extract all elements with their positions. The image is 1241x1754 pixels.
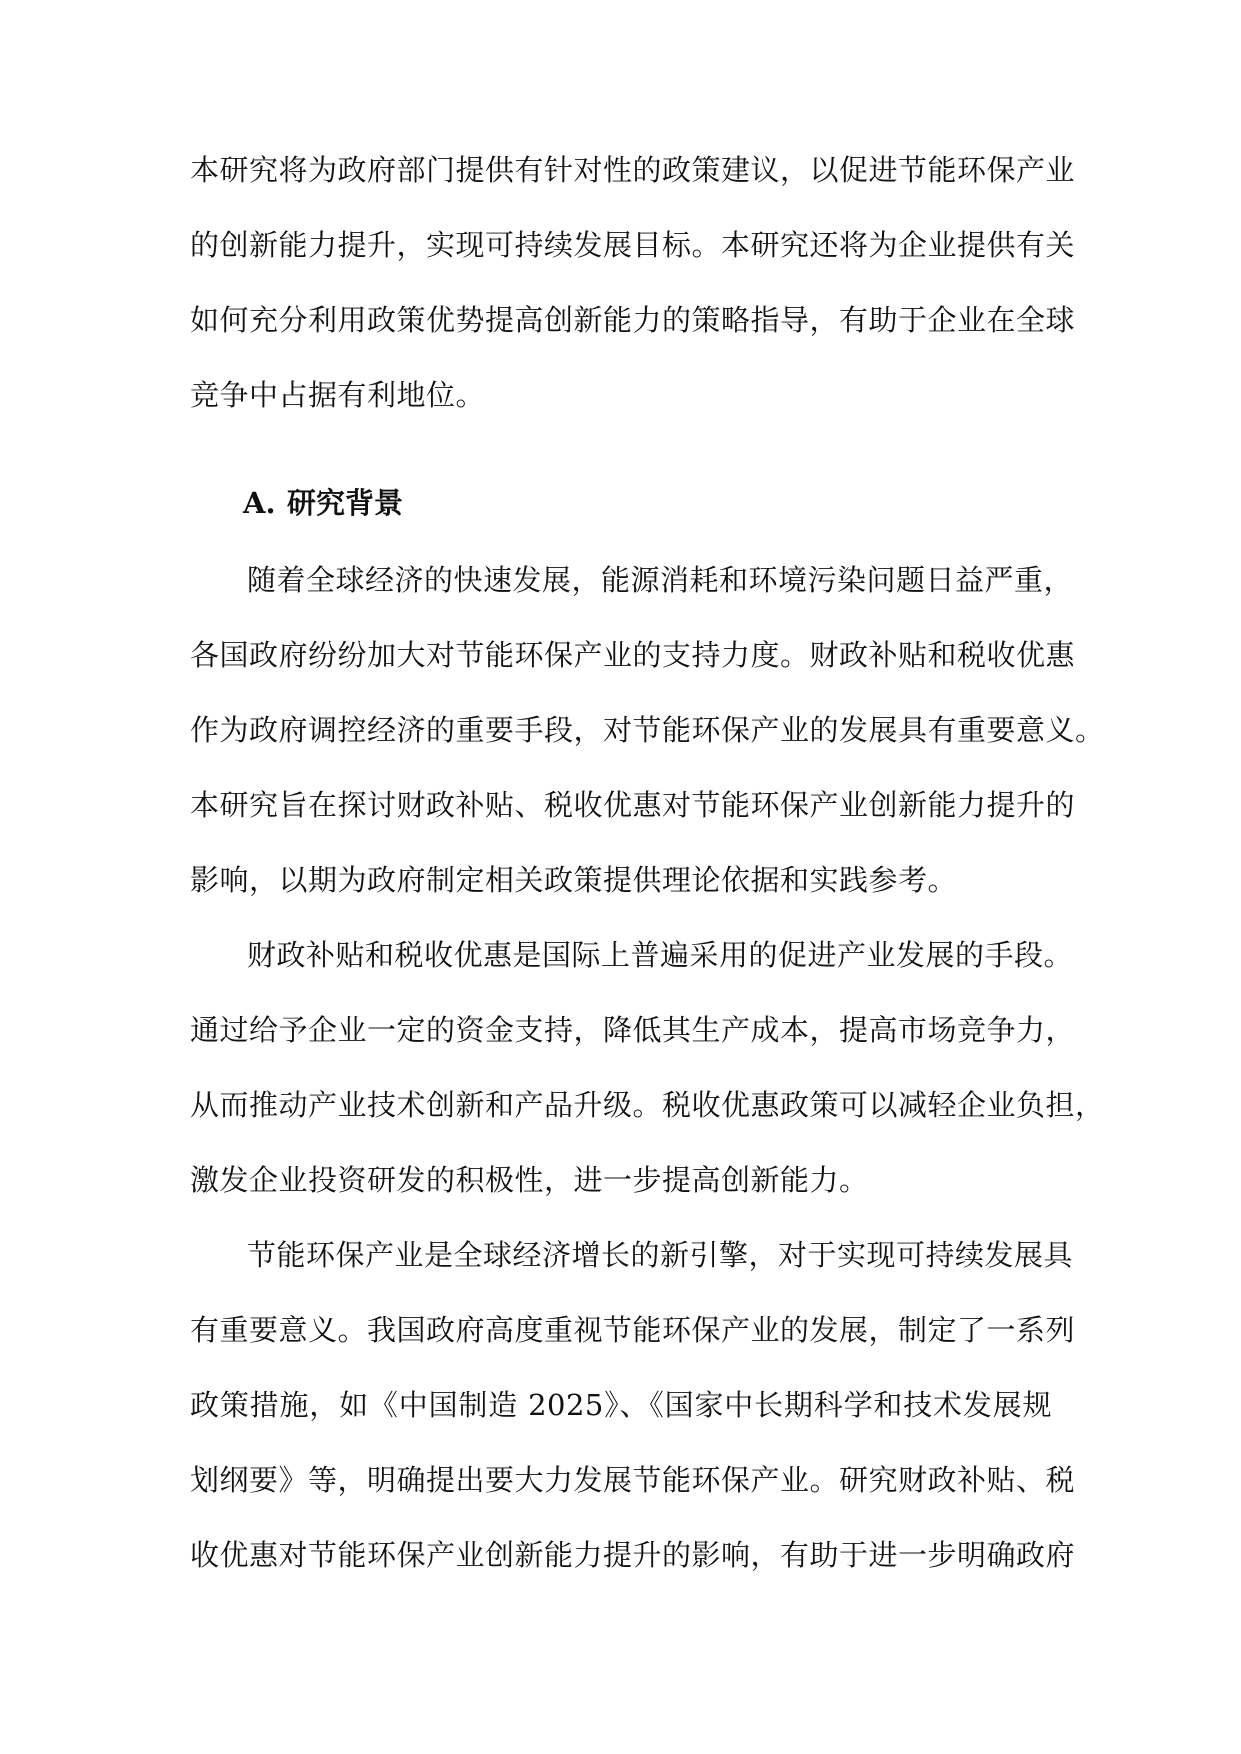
paragraph-4-line-1: 节能环保产业是全球经济增长的新引擎，对于实现可持续发展具 <box>247 1238 1074 1272</box>
paragraph-4-line-4: 划纲要》等，明确提出要大力发展节能环保产业。研究财政补贴、税 <box>190 1463 1076 1497</box>
paragraph-2-line-5: 影响，以期为政府制定相关政策提供理论依据和实践参考。 <box>190 863 958 897</box>
paragraph-4-line-3: 政策措施，如《中国制造 2025》、《国家中长期科学和技术发展规 <box>190 1388 1052 1422</box>
paragraph-1-line-1: 本研究将为政府部门提供有针对性的政策建议，以促进节能环保产业 <box>190 153 1076 187</box>
paragraph-2-line-4: 本研究旨在探讨财政补贴、税收优惠对节能环保产业创新能力提升的 <box>190 788 1076 822</box>
paragraph-3-line-1: 财政补贴和税收优惠是国际上普遍采用的促进产业发展的手段。 <box>247 938 1074 972</box>
paragraph-4-line-2: 有重要意义。我国政府高度重视节能环保产业的发展，制定了一系列 <box>190 1313 1076 1347</box>
paragraph-4-line-5: 收优惠对节能环保产业创新能力提升的影响，有助于进一步明确政府 <box>190 1538 1076 1572</box>
paragraph-3-line-4: 激发企业投资研发的积极性，进一步提高创新能力。 <box>190 1163 869 1197</box>
paragraph-1-line-4: 竞争中占据有利地位。 <box>190 378 486 412</box>
section-heading-title: 研究背景 <box>287 486 404 520</box>
section-heading-label: A. <box>243 486 276 520</box>
paragraph-1-line-2: 的创新能力提升，实现可持续发展目标。本研究还将为企业提供有关 <box>190 228 1076 262</box>
paragraph-3-line-2: 通过给予企业一定的资金支持，降低其生产成本，提高市场竞争力， <box>190 1013 1076 1047</box>
paragraph-3-line-3: 从而推动产业技术创新和产品升级。税收优惠政策可以减轻企业负担， <box>190 1088 1105 1122</box>
paragraph-2-line-2: 各国政府纷纷加大对节能环保产业的支持力度。财政补贴和税收优惠 <box>190 638 1076 672</box>
paragraph-1-line-3: 如何充分利用政策优势提高创新能力的策略指导，有助于企业在全球 <box>190 303 1076 337</box>
paragraph-2-line-3: 作为政府调控经济的重要手段，对节能环保产业的发展具有重要意义。 <box>190 713 1105 747</box>
paragraph-2-line-1: 随着全球经济的快速发展，能源消耗和环境污染问题日益严重， <box>247 563 1074 597</box>
section-heading <box>243 479 403 527</box>
